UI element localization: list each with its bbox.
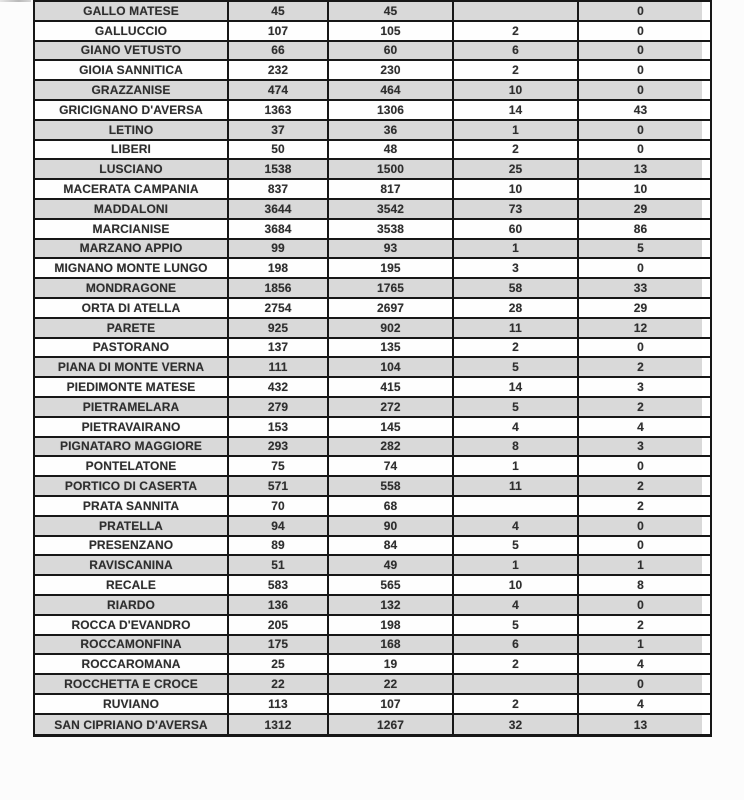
value-cell: 837 xyxy=(229,180,329,198)
table-row xyxy=(35,636,710,656)
municipality-name-cell: GALLO MATESE xyxy=(35,2,229,20)
table-row xyxy=(35,81,710,101)
table-row xyxy=(35,556,710,576)
value-cell: 1765 xyxy=(329,279,454,297)
value-cell xyxy=(454,675,579,693)
table-row xyxy=(35,160,710,180)
value-cell: 0 xyxy=(579,141,702,159)
value-cell: 49 xyxy=(329,556,454,574)
value-cell: 3644 xyxy=(229,200,329,218)
value-cell: 0 xyxy=(579,596,702,614)
municipality-name-cell: PIETRAMELARA xyxy=(35,398,229,416)
value-cell: 2 xyxy=(454,655,579,673)
value-cell: 68 xyxy=(329,497,454,515)
value-cell: 5 xyxy=(579,240,702,258)
value-cell: 0 xyxy=(579,339,702,357)
value-cell: 168 xyxy=(329,636,454,654)
table-row xyxy=(35,438,710,458)
municipality-name-cell: PASTORANO xyxy=(35,339,229,357)
value-cell: 86 xyxy=(579,220,702,238)
value-cell: 22 xyxy=(329,675,454,693)
table-row xyxy=(35,180,710,200)
value-cell: 1538 xyxy=(229,160,329,178)
value-cell: 5 xyxy=(454,616,579,634)
value-cell: 3 xyxy=(579,378,702,396)
table-row xyxy=(35,279,710,299)
value-cell: 4 xyxy=(579,695,702,713)
value-cell: 1 xyxy=(454,240,579,258)
municipality-table xyxy=(33,0,712,737)
scan-artifact xyxy=(0,0,31,2)
value-cell: 10 xyxy=(454,81,579,99)
value-cell: 6 xyxy=(454,636,579,654)
value-cell: 272 xyxy=(329,398,454,416)
municipality-name-cell: PORTICO DI CASERTA xyxy=(35,477,229,495)
value-cell: 565 xyxy=(329,576,454,594)
table-row xyxy=(35,358,710,378)
table-row xyxy=(35,655,710,675)
municipality-name-cell: ROCCA D'EVANDRO xyxy=(35,616,229,634)
value-cell: 14 xyxy=(454,101,579,119)
value-cell: 2 xyxy=(579,497,702,515)
value-cell: 93 xyxy=(329,240,454,258)
value-cell: 232 xyxy=(229,61,329,79)
value-cell: 0 xyxy=(579,61,702,79)
table-row xyxy=(35,42,710,62)
value-cell: 60 xyxy=(454,220,579,238)
value-cell: 0 xyxy=(579,517,702,535)
municipality-name-cell: MONDRAGONE xyxy=(35,279,229,297)
value-cell: 36 xyxy=(329,121,454,139)
value-cell: 4 xyxy=(454,418,579,436)
value-cell: 0 xyxy=(579,81,702,99)
value-cell: 583 xyxy=(229,576,329,594)
value-cell: 195 xyxy=(329,259,454,277)
table-row xyxy=(35,497,710,517)
table-row xyxy=(35,398,710,418)
value-cell: 282 xyxy=(329,438,454,456)
value-cell: 2754 xyxy=(229,299,329,317)
value-cell: 279 xyxy=(229,398,329,416)
municipality-name-cell: GIANO VETUSTO xyxy=(35,42,229,60)
municipality-name-cell: RUVIANO xyxy=(35,695,229,713)
value-cell: 8 xyxy=(454,438,579,456)
value-cell: 3684 xyxy=(229,220,329,238)
value-cell: 1 xyxy=(454,121,579,139)
value-cell: 0 xyxy=(579,2,702,20)
value-cell: 1856 xyxy=(229,279,329,297)
value-cell: 19 xyxy=(329,655,454,673)
municipality-name-cell: RIARDO xyxy=(35,596,229,614)
municipality-name-cell: PIANA DI MONTE VERNA xyxy=(35,358,229,376)
table-row xyxy=(35,537,710,557)
table-row xyxy=(35,299,710,319)
table-row xyxy=(35,477,710,497)
value-cell: 5 xyxy=(454,537,579,555)
municipality-name-cell: LUSCIANO xyxy=(35,160,229,178)
table-row xyxy=(35,2,710,22)
table-row xyxy=(35,418,710,438)
value-cell: 25 xyxy=(454,160,579,178)
value-cell: 84 xyxy=(329,537,454,555)
value-cell: 558 xyxy=(329,477,454,495)
table-row xyxy=(35,240,710,260)
value-cell: 10 xyxy=(454,180,579,198)
value-cell: 113 xyxy=(229,695,329,713)
value-cell: 107 xyxy=(329,695,454,713)
value-cell: 464 xyxy=(329,81,454,99)
value-cell: 198 xyxy=(229,259,329,277)
municipality-name-cell: LETINO xyxy=(35,121,229,139)
table-row xyxy=(35,220,710,240)
value-cell: 22 xyxy=(229,675,329,693)
municipality-name-cell: ORTA DI ATELLA xyxy=(35,299,229,317)
value-cell: 66 xyxy=(229,42,329,60)
municipality-name-cell: GRICIGNANO D'AVERSA xyxy=(35,101,229,119)
value-cell: 43 xyxy=(579,101,702,119)
value-cell: 37 xyxy=(229,121,329,139)
value-cell: 11 xyxy=(454,319,579,337)
value-cell: 571 xyxy=(229,477,329,495)
value-cell: 205 xyxy=(229,616,329,634)
value-cell: 74 xyxy=(329,457,454,475)
table-row xyxy=(35,200,710,220)
value-cell: 60 xyxy=(329,42,454,60)
value-cell: 925 xyxy=(229,319,329,337)
municipality-name-cell: PRATELLA xyxy=(35,517,229,535)
table-row xyxy=(35,715,710,735)
value-cell: 4 xyxy=(579,655,702,673)
value-cell: 1363 xyxy=(229,101,329,119)
value-cell: 2 xyxy=(454,141,579,159)
value-cell: 8 xyxy=(579,576,702,594)
table-row xyxy=(35,61,710,81)
value-cell xyxy=(454,497,579,515)
value-cell: 2 xyxy=(454,22,579,40)
table-row xyxy=(35,319,710,339)
value-cell: 5 xyxy=(454,358,579,376)
value-cell: 1 xyxy=(454,457,579,475)
municipality-name-cell: PIETRAVAIRANO xyxy=(35,418,229,436)
value-cell: 13 xyxy=(579,160,702,178)
table-row xyxy=(35,457,710,477)
value-cell: 25 xyxy=(229,655,329,673)
municipality-name-cell: GALLUCCIO xyxy=(35,22,229,40)
municipality-name-cell: MADDALONI xyxy=(35,200,229,218)
value-cell: 1 xyxy=(579,636,702,654)
value-cell: 432 xyxy=(229,378,329,396)
value-cell: 4 xyxy=(454,517,579,535)
table-row xyxy=(35,596,710,616)
municipality-name-cell: RECALE xyxy=(35,576,229,594)
value-cell: 51 xyxy=(229,556,329,574)
value-cell: 0 xyxy=(579,121,702,139)
municipality-name-cell: MARZANO APPIO xyxy=(35,240,229,258)
municipality-name-cell: PRESENZANO xyxy=(35,537,229,555)
value-cell: 1312 xyxy=(229,715,329,735)
value-cell: 99 xyxy=(229,240,329,258)
value-cell: 145 xyxy=(329,418,454,436)
value-cell: 2697 xyxy=(329,299,454,317)
table-row xyxy=(35,695,710,715)
value-cell: 10 xyxy=(454,576,579,594)
table-row xyxy=(35,576,710,596)
value-cell: 2 xyxy=(579,477,702,495)
value-cell: 50 xyxy=(229,141,329,159)
municipality-name-cell: PARETE xyxy=(35,319,229,337)
value-cell: 45 xyxy=(229,2,329,20)
value-cell: 1 xyxy=(454,556,579,574)
value-cell: 0 xyxy=(579,537,702,555)
value-cell: 48 xyxy=(329,141,454,159)
value-cell: 293 xyxy=(229,438,329,456)
value-cell xyxy=(454,2,579,20)
municipality-name-cell: PIGNATARO MAGGIORE xyxy=(35,438,229,456)
municipality-name-cell: MACERATA CAMPANIA xyxy=(35,180,229,198)
value-cell: 89 xyxy=(229,537,329,555)
value-cell: 107 xyxy=(229,22,329,40)
value-cell: 11 xyxy=(454,477,579,495)
value-cell: 1267 xyxy=(329,715,454,735)
value-cell: 136 xyxy=(229,596,329,614)
municipality-name-cell: ROCCAMONFINA xyxy=(35,636,229,654)
value-cell: 2 xyxy=(454,61,579,79)
value-cell: 5 xyxy=(454,398,579,416)
table-row xyxy=(35,616,710,636)
value-cell: 2 xyxy=(454,339,579,357)
municipality-name-cell: MARCIANISE xyxy=(35,220,229,238)
value-cell: 104 xyxy=(329,358,454,376)
table-row xyxy=(35,101,710,121)
value-cell: 230 xyxy=(329,61,454,79)
value-cell: 6 xyxy=(454,42,579,60)
value-cell: 415 xyxy=(329,378,454,396)
value-cell: 0 xyxy=(579,457,702,475)
value-cell: 902 xyxy=(329,319,454,337)
value-cell: 10 xyxy=(579,180,702,198)
value-cell: 1500 xyxy=(329,160,454,178)
value-cell: 2 xyxy=(579,398,702,416)
value-cell: 29 xyxy=(579,200,702,218)
value-cell: 105 xyxy=(329,22,454,40)
value-cell: 75 xyxy=(229,457,329,475)
value-cell: 14 xyxy=(454,378,579,396)
value-cell: 29 xyxy=(579,299,702,317)
value-cell: 0 xyxy=(579,42,702,60)
table-row xyxy=(35,517,710,537)
value-cell: 1306 xyxy=(329,101,454,119)
municipality-name-cell: GRAZZANISE xyxy=(35,81,229,99)
municipality-name-cell: RAVISCANINA xyxy=(35,556,229,574)
value-cell: 3 xyxy=(454,259,579,277)
table-row xyxy=(35,378,710,398)
municipality-name-cell: ROCCHETTA E CROCE xyxy=(35,675,229,693)
value-cell: 12 xyxy=(579,319,702,337)
value-cell: 137 xyxy=(229,339,329,357)
value-cell: 58 xyxy=(454,279,579,297)
municipality-name-cell: LIBERI xyxy=(35,141,229,159)
value-cell: 3538 xyxy=(329,220,454,238)
municipality-name-cell: MIGNANO MONTE LUNGO xyxy=(35,259,229,277)
municipality-name-cell: ROCCAROMANA xyxy=(35,655,229,673)
value-cell: 4 xyxy=(579,418,702,436)
value-cell: 135 xyxy=(329,339,454,357)
value-cell: 0 xyxy=(579,259,702,277)
table-row xyxy=(35,141,710,161)
value-cell: 3 xyxy=(579,438,702,456)
value-cell: 73 xyxy=(454,200,579,218)
value-cell: 2 xyxy=(579,358,702,376)
value-cell: 0 xyxy=(579,675,702,693)
value-cell: 0 xyxy=(579,22,702,40)
value-cell: 4 xyxy=(454,596,579,614)
value-cell: 70 xyxy=(229,497,329,515)
table-row xyxy=(35,121,710,141)
municipality-name-cell: PIEDIMONTE MATESE xyxy=(35,378,229,396)
value-cell: 13 xyxy=(579,715,702,735)
value-cell: 132 xyxy=(329,596,454,614)
value-cell: 474 xyxy=(229,81,329,99)
municipality-name-cell: SAN CIPRIANO D'AVERSA xyxy=(35,715,229,735)
value-cell: 175 xyxy=(229,636,329,654)
municipality-name-cell: GIOIA SANNITICA xyxy=(35,61,229,79)
value-cell: 1 xyxy=(579,556,702,574)
value-cell: 2 xyxy=(579,616,702,634)
table-row xyxy=(35,339,710,359)
municipality-name-cell: PRATA SANNITA xyxy=(35,497,229,515)
value-cell: 817 xyxy=(329,180,454,198)
table-row xyxy=(35,22,710,42)
table-row xyxy=(35,675,710,695)
value-cell: 28 xyxy=(454,299,579,317)
value-cell: 111 xyxy=(229,358,329,376)
value-cell: 90 xyxy=(329,517,454,535)
value-cell: 32 xyxy=(454,715,579,735)
value-cell: 3542 xyxy=(329,200,454,218)
value-cell: 2 xyxy=(454,695,579,713)
value-cell: 198 xyxy=(329,616,454,634)
table-row xyxy=(35,259,710,279)
value-cell: 45 xyxy=(329,2,454,20)
municipality-name-cell: PONTELATONE xyxy=(35,457,229,475)
value-cell: 33 xyxy=(579,279,702,297)
value-cell: 153 xyxy=(229,418,329,436)
value-cell: 94 xyxy=(229,517,329,535)
